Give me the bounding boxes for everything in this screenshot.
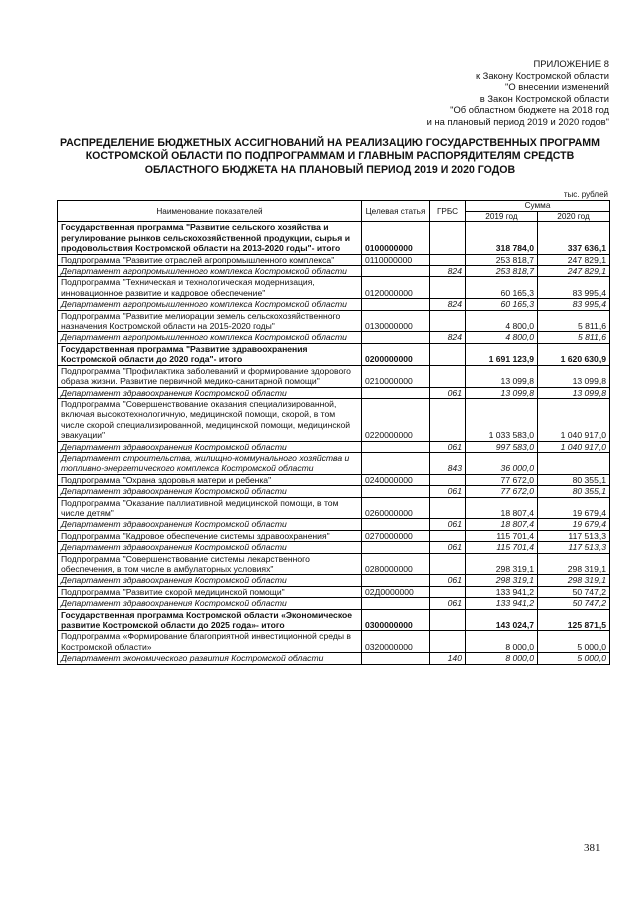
- row-code: [362, 575, 430, 586]
- row-code: [362, 441, 430, 452]
- row-value-2020: 298 319,1: [538, 575, 610, 586]
- row-name: Департамент здравоохранения Костромской области: [58, 575, 362, 586]
- row-value-2019: 13 099,8: [466, 387, 538, 398]
- row-value-2019: 18 807,4: [466, 497, 538, 519]
- row-code: [362, 266, 430, 277]
- row-name: Подпрограмма "Развитие отраслей агропромышленного комплекса": [58, 254, 362, 265]
- row-value-2020: 80 355,1: [538, 474, 610, 485]
- row-code: 0320000000: [362, 631, 430, 653]
- row-code: [362, 598, 430, 609]
- row-code: [362, 519, 430, 530]
- row-value-2019: 115 701,4: [466, 530, 538, 541]
- row-value-2019: 997 583,0: [466, 441, 538, 452]
- row-name: Департамент агропромышленного комплекса Костромской области: [58, 266, 362, 277]
- row-value-2020: 5 811,6: [538, 332, 610, 343]
- table-row: [58, 519, 610, 530]
- row-grbs: 061: [430, 387, 466, 398]
- row-grbs: [430, 530, 466, 541]
- row-value-2020: 1 620 630,9: [538, 343, 610, 365]
- row-value-2019: 133 941,2: [466, 598, 538, 609]
- row-value-2020: 5 000,0: [538, 653, 610, 664]
- appendix-line: и на плановый период 2019 и 2020 годов": [426, 115, 609, 127]
- budget-table: [57, 200, 610, 665]
- row-value-2020: 13 099,8: [538, 387, 610, 398]
- row-name: Департамент здравоохранения Костромской области: [58, 542, 362, 553]
- row-value-2020: 125 871,5: [538, 609, 610, 631]
- table-row: [58, 452, 610, 474]
- row-grbs: 824: [430, 332, 466, 343]
- table-row: [58, 653, 610, 664]
- row-value-2019: 143 024,7: [466, 609, 538, 631]
- row-value-2019: 77 672,0: [466, 474, 538, 485]
- row-value-2019: 4 800,0: [466, 332, 538, 343]
- row-name: Подпрограмма "Кадровое обеспечение системы здравоохранения": [58, 530, 362, 541]
- row-code: [362, 299, 430, 310]
- row-value-2020: 50 747,2: [538, 586, 610, 597]
- row-name: Подпрограмма "Техническая и технологическая модернизация, инновационное развитие и кадровое обеспечение": [58, 277, 362, 299]
- unit-label: тыс. рублей: [563, 190, 608, 199]
- row-value-2020: 1 040 917,0: [538, 441, 610, 452]
- row-name: Департамент здравоохранения Костромской области: [58, 486, 362, 497]
- row-grbs: [430, 343, 466, 365]
- row-value-2019: 1 691 123,9: [466, 343, 538, 365]
- row-name: Подпрограмма "Развитие скорой медицинской помощи": [58, 586, 362, 597]
- row-grbs: [430, 398, 466, 441]
- row-value-2020: [538, 452, 610, 474]
- row-grbs: 061: [430, 575, 466, 586]
- row-code: 0210000000: [362, 365, 430, 387]
- table-row: [58, 598, 610, 609]
- row-code: 0300000000: [362, 609, 430, 631]
- header-sum: Сумма: [466, 201, 610, 212]
- row-name: Департамент агропромышленного комплекса Костромской области: [58, 299, 362, 310]
- row-value-2020: 83 995,4: [538, 277, 610, 299]
- row-value-2019: 133 941,2: [466, 586, 538, 597]
- row-name: Подпрограмма "Оказание паллиативной медицинской помощи, в том числе детям": [58, 497, 362, 519]
- row-name: Подпрограмма "Развитие мелиорации земель сельскохозяйственного назначения Костромской области на 2015-2020 годы": [58, 310, 362, 332]
- table-row: [58, 310, 610, 332]
- table-row: [58, 332, 610, 343]
- row-value-2020: 247 829,1: [538, 254, 610, 265]
- row-grbs: [430, 474, 466, 485]
- row-code: [362, 332, 430, 343]
- row-value-2019: 298 319,1: [466, 553, 538, 575]
- row-grbs: 061: [430, 441, 466, 452]
- row-code: 0120000000: [362, 277, 430, 299]
- row-grbs: [430, 497, 466, 519]
- row-grbs: [430, 254, 466, 265]
- row-value-2019: 77 672,0: [466, 486, 538, 497]
- appendix-line: ПРИЛОЖЕНИЕ 8: [533, 58, 609, 69]
- row-value-2019: 1 033 583,0: [466, 398, 538, 441]
- appendix-line: в Закон Костромской области: [479, 92, 609, 104]
- row-value-2020: 1 040 917,0: [538, 398, 610, 441]
- row-value-2020: 117 513,3: [538, 530, 610, 541]
- row-code: [362, 387, 430, 398]
- row-code: [362, 452, 430, 474]
- row-grbs: [430, 277, 466, 299]
- row-grbs: 061: [430, 542, 466, 553]
- row-grbs: 061: [430, 486, 466, 497]
- row-value-2019: 4 800,0: [466, 310, 538, 332]
- row-grbs: 843: [430, 452, 466, 474]
- row-name: Департамент экономического развития Костромской области: [58, 653, 362, 664]
- row-value-2019: 18 807,4: [466, 519, 538, 530]
- row-value-2019: 60 165,3: [466, 277, 538, 299]
- row-name: Департамент здравоохранения Костромской области: [58, 441, 362, 452]
- row-code: [362, 542, 430, 553]
- row-code: 0110000000: [362, 254, 430, 265]
- row-value-2019: 298 319,1: [466, 575, 538, 586]
- row-code: [362, 653, 430, 664]
- row-name: Департамент агропромышленного комплекса Костромской области: [58, 332, 362, 343]
- row-code: 0100000000: [362, 222, 430, 254]
- row-code: 0220000000: [362, 398, 430, 441]
- table-row: [58, 542, 610, 553]
- row-value-2020: 19 679,4: [538, 497, 610, 519]
- table-row: [58, 365, 610, 387]
- row-grbs: 824: [430, 299, 466, 310]
- table-row: [58, 553, 610, 575]
- row-value-2020: 19 679,4: [538, 519, 610, 530]
- row-code: 0280000000: [362, 553, 430, 575]
- row-name: Департамент здравоохранения Костромской области: [58, 387, 362, 398]
- row-name: Департамент строительства, жилищно-коммунального хозяйства и топливно-энергетического комплекса Костромской области: [58, 452, 362, 474]
- table-row: [58, 441, 610, 452]
- row-grbs: [430, 609, 466, 631]
- row-code: [362, 486, 430, 497]
- row-grbs: 061: [430, 598, 466, 609]
- row-code: 0240000000: [362, 474, 430, 485]
- table-row: [58, 343, 610, 365]
- header-2019: 2019 год: [466, 212, 538, 222]
- row-name: Государственная программа Костромской области «Экономическое развитие Костромской области до 2025 года»- итого: [58, 609, 362, 631]
- table-row: [58, 254, 610, 265]
- row-value-2020: 50 747,2: [538, 598, 610, 609]
- appendix-line: "О внесении изменений: [505, 81, 609, 93]
- table-row: [58, 497, 610, 519]
- row-value-2020: 5 811,6: [538, 310, 610, 332]
- row-value-2020: 298 319,1: [538, 553, 610, 575]
- table-row: [58, 575, 610, 586]
- header-code: Целевая статья: [362, 201, 430, 222]
- table-row: [58, 631, 610, 653]
- row-value-2020: 247 829,1: [538, 266, 610, 277]
- header-name: Наименование показателей: [58, 201, 362, 222]
- header-grbs: ГРБС: [430, 201, 466, 222]
- row-code: 0130000000: [362, 310, 430, 332]
- row-grbs: [430, 586, 466, 597]
- row-value-2019: 8 000,0: [466, 653, 538, 664]
- row-grbs: [430, 553, 466, 575]
- page-number: 381: [584, 842, 601, 854]
- row-name: Подпрограмма "Профилактика заболеваний и формирование здорового образа жизни. Развитие первичной медико-санитарной помощи": [58, 365, 362, 387]
- row-name: Подпрограмма «Формирование благоприятной инвестиционной среды в Костромской области»: [58, 631, 362, 653]
- row-value-2019: 8 000,0: [466, 631, 538, 653]
- row-value-2019: 318 784,0: [466, 222, 538, 254]
- table-row: [58, 299, 610, 310]
- row-name: Подпрограмма "Совершенствование системы лекарственного обеспечения, в том числе в амбулаторных условиях": [58, 553, 362, 575]
- row-value-2020: 337 636,1: [538, 222, 610, 254]
- row-name: Государственная программа "Развитие здравоохранения Костромской области до 2020 года"- итого: [58, 343, 362, 365]
- row-name: Подпрограмма "Совершенствование оказания специализированной, включая высокотехнологичную, медицинской помощи, скорой, в том числе скорой специализированной, медицинской помощи, медицинской эвакуации": [58, 398, 362, 441]
- appendix-header: [309, 58, 609, 128]
- row-value-2019: 13 099,8: [466, 365, 538, 387]
- row-grbs: [430, 365, 466, 387]
- row-value-2019: 253 818,7: [466, 254, 538, 265]
- row-value-2019: 36 000,0: [466, 452, 538, 474]
- table-row: [58, 398, 610, 441]
- row-grbs: 824: [430, 266, 466, 277]
- table-row: [58, 222, 610, 254]
- row-name: Государственная программа "Развитие сельского хозяйства и регулирование рынков сельскохозяйственной продукции, сырья и продовольствия Костромской области на 2013-2020 годы"- итого: [58, 222, 362, 254]
- row-name: Департамент здравоохранения Костромской области: [58, 598, 362, 609]
- table-row: [58, 609, 610, 631]
- row-code: 02Д0000000: [362, 586, 430, 597]
- row-name: Департамент здравоохранения Костромской области: [58, 519, 362, 530]
- row-value-2019: 60 165,3: [466, 299, 538, 310]
- row-grbs: [430, 631, 466, 653]
- row-value-2020: 83 995,4: [538, 299, 610, 310]
- header-2020: 2020 год: [538, 212, 610, 222]
- row-name: Подпрограмма "Охрана здоровья матери и ребенка": [58, 474, 362, 485]
- row-value-2020: 5 000,0: [538, 631, 610, 653]
- table-row: [58, 277, 610, 299]
- row-value-2020: 117 513,3: [538, 542, 610, 553]
- row-grbs: [430, 310, 466, 332]
- table-row: [58, 266, 610, 277]
- row-code: 0200000000: [362, 343, 430, 365]
- row-grbs: [430, 222, 466, 254]
- row-value-2020: 80 355,1: [538, 486, 610, 497]
- row-grbs: 140: [430, 653, 466, 664]
- appendix-line: к Закону Костромской области: [475, 69, 609, 81]
- row-value-2020: 13 099,8: [538, 365, 610, 387]
- table-row: [58, 530, 610, 541]
- row-code: 0260000000: [362, 497, 430, 519]
- row-value-2019: 115 701,4: [466, 542, 538, 553]
- table-row: [58, 586, 610, 597]
- appendix-line: "Об областном бюджете на 2018 год: [450, 104, 609, 116]
- row-code: 0270000000: [362, 530, 430, 541]
- table-row: [58, 387, 610, 398]
- document-title: РАСПРЕДЕЛЕНИЕ БЮДЖЕТНЫХ АССИГНОВАНИЙ НА РЕАЛИЗАЦИЮ ГОСУДАРСТВЕННЫХ ПРОГРАММ КОСТРОМСКОЙ ОБЛАСТИ ПО ПОДПРОГРАММАМ И ГЛАВНЫМ РАСПОРЯДИТЕЛЯМ СРЕДСТВ ОБЛАСТНОГО БЮДЖЕТА НА ПЛАНОВЫЙ ПЕРИОД 2019 И 2020 ГОДОВ: [60, 137, 600, 176]
- table-row: [58, 474, 610, 485]
- row-value-2019: 253 818,7: [466, 266, 538, 277]
- row-grbs: 061: [430, 519, 466, 530]
- table-row: [58, 486, 610, 497]
